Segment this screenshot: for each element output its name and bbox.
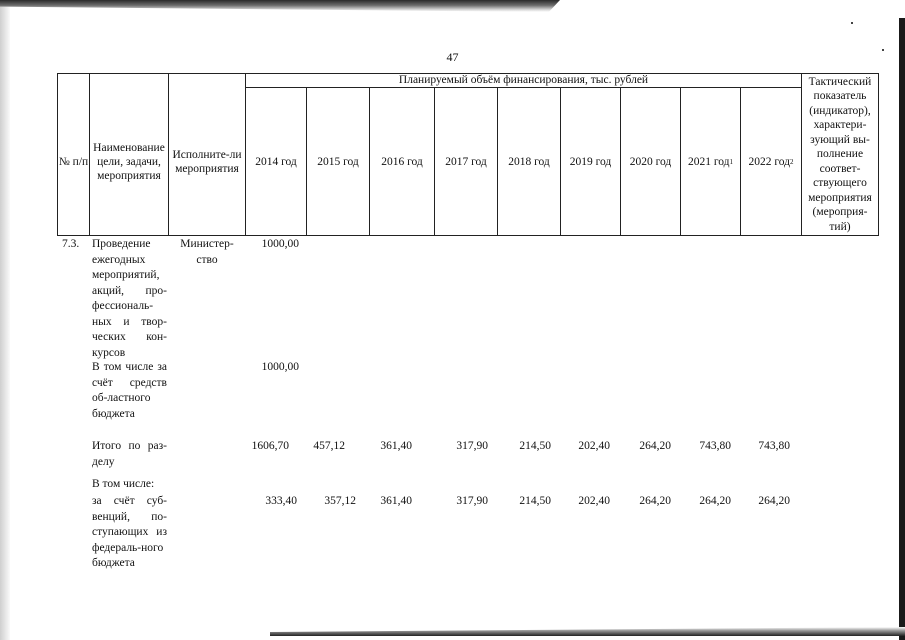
header-indicator: Тактический показатель (индикатор), характери-зующий вы-полнение соответ-ствующего мероприятия (мероприя-тий) <box>808 75 872 233</box>
row-value-2018: 214,50 <box>519 440 551 452</box>
row-number: 7.3. <box>62 238 80 250</box>
row-value-2022: 264,20 <box>758 495 790 507</box>
row-name: за счёт суб-венций, по-ступающих из федераль-ного бюджета <box>92 495 167 569</box>
header-number: № п/п <box>58 155 89 168</box>
scan-edge-left <box>0 0 10 640</box>
row-value-2020: 264,20 <box>639 440 671 452</box>
row-value-2017: 317,90 <box>456 440 488 452</box>
row-name: В том числе за счёт средств об-ластного бюджета <box>92 361 167 420</box>
header-year-2022: 2022 год 2 <box>748 155 794 168</box>
header-executor: Исполните-ли мероприятия <box>172 148 242 175</box>
row-value-2019: 202,40 <box>578 495 610 507</box>
header-year-2021: 2021 год 1 <box>687 155 734 168</box>
page-number: 47 <box>446 50 459 64</box>
header-year-2018: 2018 год <box>508 155 550 168</box>
header-year-2016: 2016 год <box>381 155 423 168</box>
row-value-2018: 214,50 <box>519 495 551 507</box>
row-value-2021: 743,80 <box>699 440 731 452</box>
scan-edge-right <box>899 18 905 640</box>
scan-edge-bottom <box>270 627 905 636</box>
row-name: Итого по раз-делу <box>92 440 167 468</box>
scan-edge-top <box>0 0 560 12</box>
row-value-2020: 264,20 <box>639 495 671 507</box>
scan-speck <box>851 22 853 24</box>
row-value-2019: 202,40 <box>578 440 610 452</box>
row-value-2015: 457,12 <box>313 440 345 452</box>
header-year-2015: 2015 год <box>317 155 359 168</box>
row-name: В том числе: <box>92 478 155 490</box>
header-year-2017: 2017 год <box>445 155 487 168</box>
row-value-2021: 264,20 <box>699 495 731 507</box>
header-year-2019: 2019 год <box>569 155 612 168</box>
row-value-2015: 357,12 <box>324 495 356 507</box>
header-year-2014: 2014 год <box>255 155 297 168</box>
row-value-2022: 743,80 <box>758 440 790 452</box>
row-value-2014: 333,40 <box>265 495 297 507</box>
row-value-2016: 361,40 <box>380 495 412 507</box>
header-funding-group: Планируемый объём финансирования, тыс. рублей <box>398 74 649 86</box>
row-value-2017: 317,90 <box>456 495 488 507</box>
row-value-2014: 1000,00 <box>261 361 299 373</box>
row-executor: Министер-ство <box>180 238 234 266</box>
header-year-2020: 2020 год <box>629 155 672 168</box>
row-value-2014: 1000,00 <box>261 238 299 250</box>
row-name: Проведение ежегодных мероприятий, акций, про-фессиональ-ных и твор-ческих кон-курсов <box>92 238 167 359</box>
header-name: Наименование цели, задачи, мероприятия <box>93 141 165 182</box>
row-value-2014: 1606,70 <box>251 440 289 452</box>
row-value-2016: 361,40 <box>380 440 412 452</box>
